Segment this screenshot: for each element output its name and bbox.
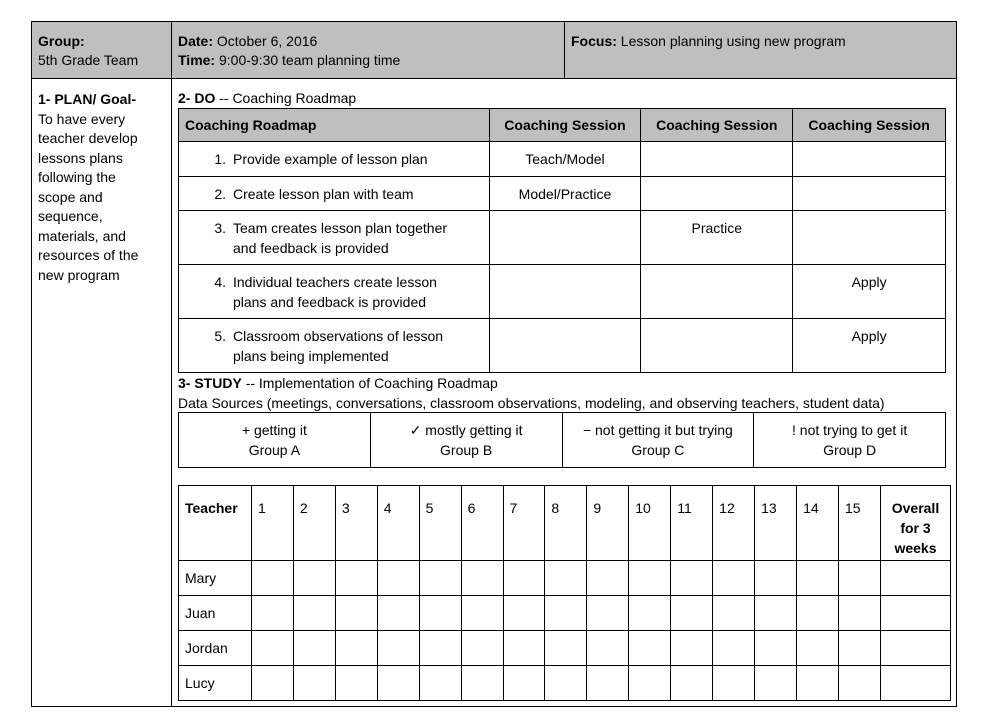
- group-d-cell: [754, 413, 946, 468]
- overall-cell: [880, 631, 950, 666]
- teacher-column-header: Teacher: [179, 486, 252, 561]
- day-cell: [377, 631, 419, 666]
- day-cell: [797, 631, 839, 666]
- data-sources-text: Data Sources (meetings, conversations, classroom observations, modeling, and observing teachers, student data): [178, 395, 885, 411]
- day-cell: [419, 666, 461, 701]
- step-number: 5.: [214, 328, 226, 344]
- day-cell: [503, 596, 545, 631]
- day-cell: [545, 666, 587, 701]
- session-cell: [641, 319, 793, 373]
- day-cell: [293, 561, 335, 596]
- session-cell: [641, 142, 793, 177]
- roadmap-row: [179, 142, 946, 177]
- day-column-header: 1: [251, 486, 293, 561]
- date-value: October 6, 2016: [216, 33, 318, 49]
- overall-cell: [880, 666, 950, 701]
- day-column-header: 10: [629, 486, 671, 561]
- day-cell: [587, 666, 629, 701]
- step-text: and feedback is provided: [233, 240, 389, 256]
- coaching-roadmap-table: [178, 108, 946, 373]
- day-cell: [797, 666, 839, 701]
- day-cell: [461, 596, 503, 631]
- overall-column-header: [880, 486, 950, 561]
- day-cell: [671, 666, 713, 701]
- day-column-header: 4: [377, 486, 419, 561]
- day-cell: [335, 596, 377, 631]
- day-column-header: 8: [545, 486, 587, 561]
- day-cell: [839, 596, 881, 631]
- day-cell: [293, 596, 335, 631]
- roadmap-header-row: [179, 109, 946, 142]
- plan-line: sequence,: [38, 208, 103, 224]
- session-cell: Model/Practice: [489, 177, 641, 211]
- day-cell: [755, 666, 797, 701]
- focus-value: Lesson planning using new program: [620, 33, 846, 49]
- day-cell: [629, 666, 671, 701]
- plan-line: new program: [38, 266, 120, 283]
- teacher-row: [179, 666, 951, 701]
- overall-line: Overall: [891, 500, 940, 516]
- day-column-header: 15: [839, 486, 881, 561]
- step-text: Create lesson plan with team: [233, 186, 414, 202]
- group-d-label: ! not trying to get it: [792, 422, 908, 438]
- header-group-cell: [32, 22, 172, 79]
- plan-line: scope and: [38, 188, 103, 205]
- session-cell: [489, 265, 641, 319]
- plan-line: To have every: [38, 110, 126, 127]
- header-date-cell: [172, 22, 565, 79]
- teacher-name: Mary: [179, 561, 252, 596]
- do-title-rest: -- Coaching Roadmap: [219, 90, 357, 106]
- day-cell: [755, 596, 797, 631]
- day-cell: [629, 596, 671, 631]
- day-cell: [461, 666, 503, 701]
- day-cell: [251, 561, 293, 596]
- day-column-header: 6: [461, 486, 503, 561]
- group-legend-table: [178, 412, 946, 468]
- overall-cell: [880, 561, 950, 596]
- roadmap-row: [179, 211, 946, 265]
- step-number: 2.: [214, 186, 226, 202]
- session-cell: [793, 142, 946, 177]
- day-cell: [461, 631, 503, 666]
- overall-line: for 3: [900, 520, 931, 536]
- group-label: Group:: [38, 33, 85, 49]
- roadmap-step-cell: [179, 319, 490, 373]
- step-text: Classroom observations of lesson: [233, 328, 444, 344]
- day-cell: [503, 561, 545, 596]
- teacher-name: Lucy: [179, 666, 252, 701]
- step-number: 1.: [214, 151, 226, 167]
- teacher-name: Juan: [179, 596, 252, 631]
- session-cell: [641, 265, 793, 319]
- day-cell: [335, 666, 377, 701]
- roadmap-row: [179, 265, 946, 319]
- overall-line: weeks: [894, 540, 937, 556]
- group-a-label: + getting it: [241, 422, 307, 438]
- roadmap-step-cell: [179, 211, 490, 265]
- day-cell: [629, 561, 671, 596]
- session-column-header: Coaching Session: [793, 109, 946, 142]
- teacher-row: [179, 596, 951, 631]
- plan-line: lessons plans: [38, 149, 123, 166]
- day-cell: [419, 596, 461, 631]
- day-cell: [797, 561, 839, 596]
- session-cell: Apply: [793, 265, 946, 319]
- group-value: 5th Grade Team: [38, 52, 139, 68]
- session-cell: [793, 177, 946, 211]
- step-text: plans being implemented: [233, 348, 389, 364]
- date-label: Date:: [178, 33, 214, 49]
- day-cell: [545, 561, 587, 596]
- roadmap-row: [179, 319, 946, 373]
- roadmap-column-header: Coaching Roadmap: [179, 109, 490, 142]
- day-column-header: 13: [755, 486, 797, 561]
- day-cell: [377, 666, 419, 701]
- day-cell: [671, 596, 713, 631]
- day-cell: [839, 631, 881, 666]
- day-cell: [587, 631, 629, 666]
- session-cell: [641, 177, 793, 211]
- day-column-header: 9: [587, 486, 629, 561]
- step-text: plans and feedback is provided: [233, 294, 427, 310]
- day-cell: [839, 666, 881, 701]
- session-cell: Practice: [641, 211, 793, 265]
- day-cell: [713, 596, 755, 631]
- day-cell: [587, 596, 629, 631]
- plan-line: following the: [38, 169, 116, 185]
- day-cell: [377, 561, 419, 596]
- group-c-name: Group C: [631, 442, 685, 458]
- day-cell: [629, 631, 671, 666]
- group-b-label: ✓ mostly getting it: [409, 422, 523, 438]
- day-column-header: 12: [713, 486, 755, 561]
- day-cell: [797, 596, 839, 631]
- day-cell: [671, 631, 713, 666]
- session-column-header: Coaching Session: [641, 109, 793, 142]
- day-cell: [671, 561, 713, 596]
- day-cell: [251, 666, 293, 701]
- day-column-header: 7: [503, 486, 545, 561]
- group-d-name: Group D: [823, 442, 877, 458]
- day-cell: [251, 631, 293, 666]
- roadmap-row: [179, 177, 946, 211]
- teacher-tracking-table: [178, 485, 951, 701]
- day-column-header: 5: [419, 486, 461, 561]
- step-text: Team creates lesson plan together: [233, 220, 448, 236]
- day-cell: [587, 561, 629, 596]
- day-cell: [545, 631, 587, 666]
- day-cell: [839, 561, 881, 596]
- day-cell: [377, 596, 419, 631]
- plan-title: 1- PLAN/ Goal-: [38, 91, 137, 107]
- group-b-name: Group B: [440, 442, 493, 458]
- header-focus-cell: [565, 22, 956, 79]
- day-column-header: 11: [671, 486, 713, 561]
- teacher-name: Jordan: [179, 631, 252, 666]
- day-cell: [293, 666, 335, 701]
- day-cell: [713, 631, 755, 666]
- session-cell: [489, 319, 641, 373]
- day-cell: [545, 596, 587, 631]
- step-number: 3.: [214, 220, 226, 236]
- group-c-label: − not getting it but trying: [582, 422, 733, 438]
- teacher-row: [179, 631, 951, 666]
- plan-line: resources of the: [38, 247, 139, 263]
- day-cell: [755, 561, 797, 596]
- coaching-plan-form: [31, 21, 957, 707]
- study-title-rest: -- Implementation of Coaching Roadmap: [245, 375, 498, 391]
- step-text: Individual teachers create lesson: [233, 274, 437, 290]
- focus-label: Focus:: [571, 33, 617, 49]
- group-legend-row: [179, 413, 946, 468]
- day-cell: [419, 561, 461, 596]
- session-cell: [489, 211, 641, 265]
- day-column-header: 2: [293, 486, 335, 561]
- day-cell: [503, 631, 545, 666]
- day-cell: [335, 561, 377, 596]
- step-text: Provide example of lesson plan: [233, 151, 428, 167]
- group-a-name: Group A: [248, 442, 301, 458]
- plan-line: teacher develop: [38, 130, 138, 146]
- plan-goal-column: [32, 79, 172, 706]
- day-cell: [713, 666, 755, 701]
- group-a-cell: [179, 413, 371, 468]
- study-title-bold: 3- STUDY: [178, 375, 242, 391]
- day-cell: [419, 631, 461, 666]
- do-section-title: [178, 88, 356, 108]
- session-cell: Teach/Model: [489, 142, 641, 177]
- step-number: 4.: [214, 274, 226, 290]
- day-cell: [713, 561, 755, 596]
- roadmap-step-cell: [179, 265, 490, 319]
- day-column-header: 3: [335, 486, 377, 561]
- session-cell: Apply: [793, 319, 946, 373]
- plan-line: materials, and: [38, 227, 126, 244]
- group-c-cell: [562, 413, 754, 468]
- do-title-bold: 2- DO: [178, 90, 216, 106]
- day-cell: [293, 631, 335, 666]
- session-cell: [793, 211, 946, 265]
- study-section-title: [178, 373, 498, 393]
- time-label: Time:: [178, 52, 216, 68]
- roadmap-step-cell: [179, 142, 490, 177]
- day-cell: [251, 596, 293, 631]
- teacher-row: [179, 561, 951, 596]
- time-value: 9:00-9:30 team planning time: [218, 52, 401, 68]
- day-cell: [755, 631, 797, 666]
- day-column-header: 14: [797, 486, 839, 561]
- overall-cell: [880, 596, 950, 631]
- day-cell: [503, 666, 545, 701]
- tracking-header-row: [179, 486, 951, 561]
- day-cell: [461, 561, 503, 596]
- roadmap-step-cell: [179, 177, 490, 211]
- group-b-cell: [370, 413, 562, 468]
- session-column-header: Coaching Session: [489, 109, 641, 142]
- day-cell: [335, 631, 377, 666]
